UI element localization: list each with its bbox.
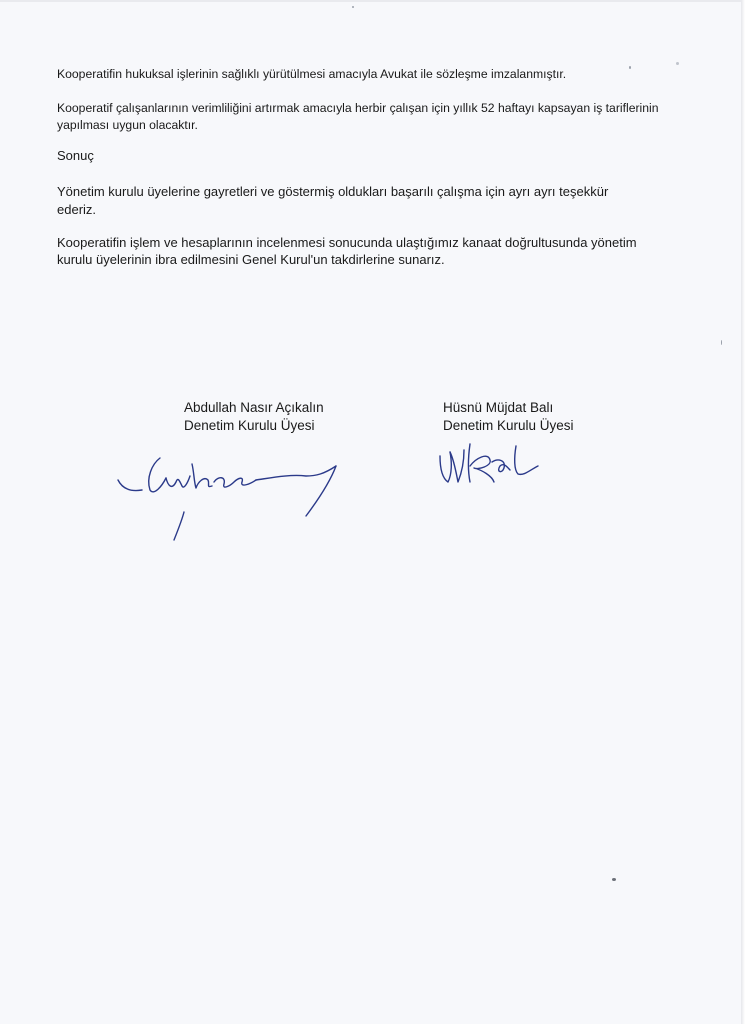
signatory-right <box>443 399 574 435</box>
paragraph-legal-contract: Kooperatifin hukuksal işlerinin sağlıklı yürütülmesi amacıyla Avukat ile sözleşme imzalanmıştır. <box>57 67 567 81</box>
signatory-name: Abdullah Nasır Açıkalın <box>184 400 324 415</box>
paragraph-release-recommendation: Kooperatifin işlem ve hesaplarının incelenmesi sonucunda ulaştığımız kanaat doğrultusunda yönetim kurulu üyelerinin ibra edilmesini Genel Kurul'un takdirlerine sunarız. <box>57 235 637 267</box>
section-heading-conclusion: Sonuç <box>57 148 94 163</box>
handwritten-signature-left <box>110 452 350 547</box>
signatory-title: Denetim Kurulu Üyesi <box>184 418 315 433</box>
paragraph-thanks: Yönetim kurulu üyelerine gayretleri ve göstermiş oldukları başarılı çalışma için ayrı ayrı teşekkür ederiz. <box>57 184 609 217</box>
scan-speck <box>629 66 631 69</box>
scan-speck <box>612 878 616 881</box>
handwritten-signature-right <box>434 438 554 493</box>
paragraph-job-descriptions: Kooperatif çalışanlarının verimliliğini artırmak amacıyla herbir çalışan için yıllık 52 haftayı kapsayan iş tariflerinin yapılması uygun olacaktır. <box>57 101 659 132</box>
signatory-title: Denetim Kurulu Üyesi <box>443 418 574 433</box>
scan-edge-top <box>0 0 745 2</box>
signatory-name: Hüsnü Müjdat Balı <box>443 400 554 415</box>
scan-speck <box>676 62 679 65</box>
scan-edge-right <box>741 0 745 1024</box>
scan-speck <box>721 340 722 345</box>
signatory-left <box>184 399 324 435</box>
scan-speck <box>352 6 354 8</box>
